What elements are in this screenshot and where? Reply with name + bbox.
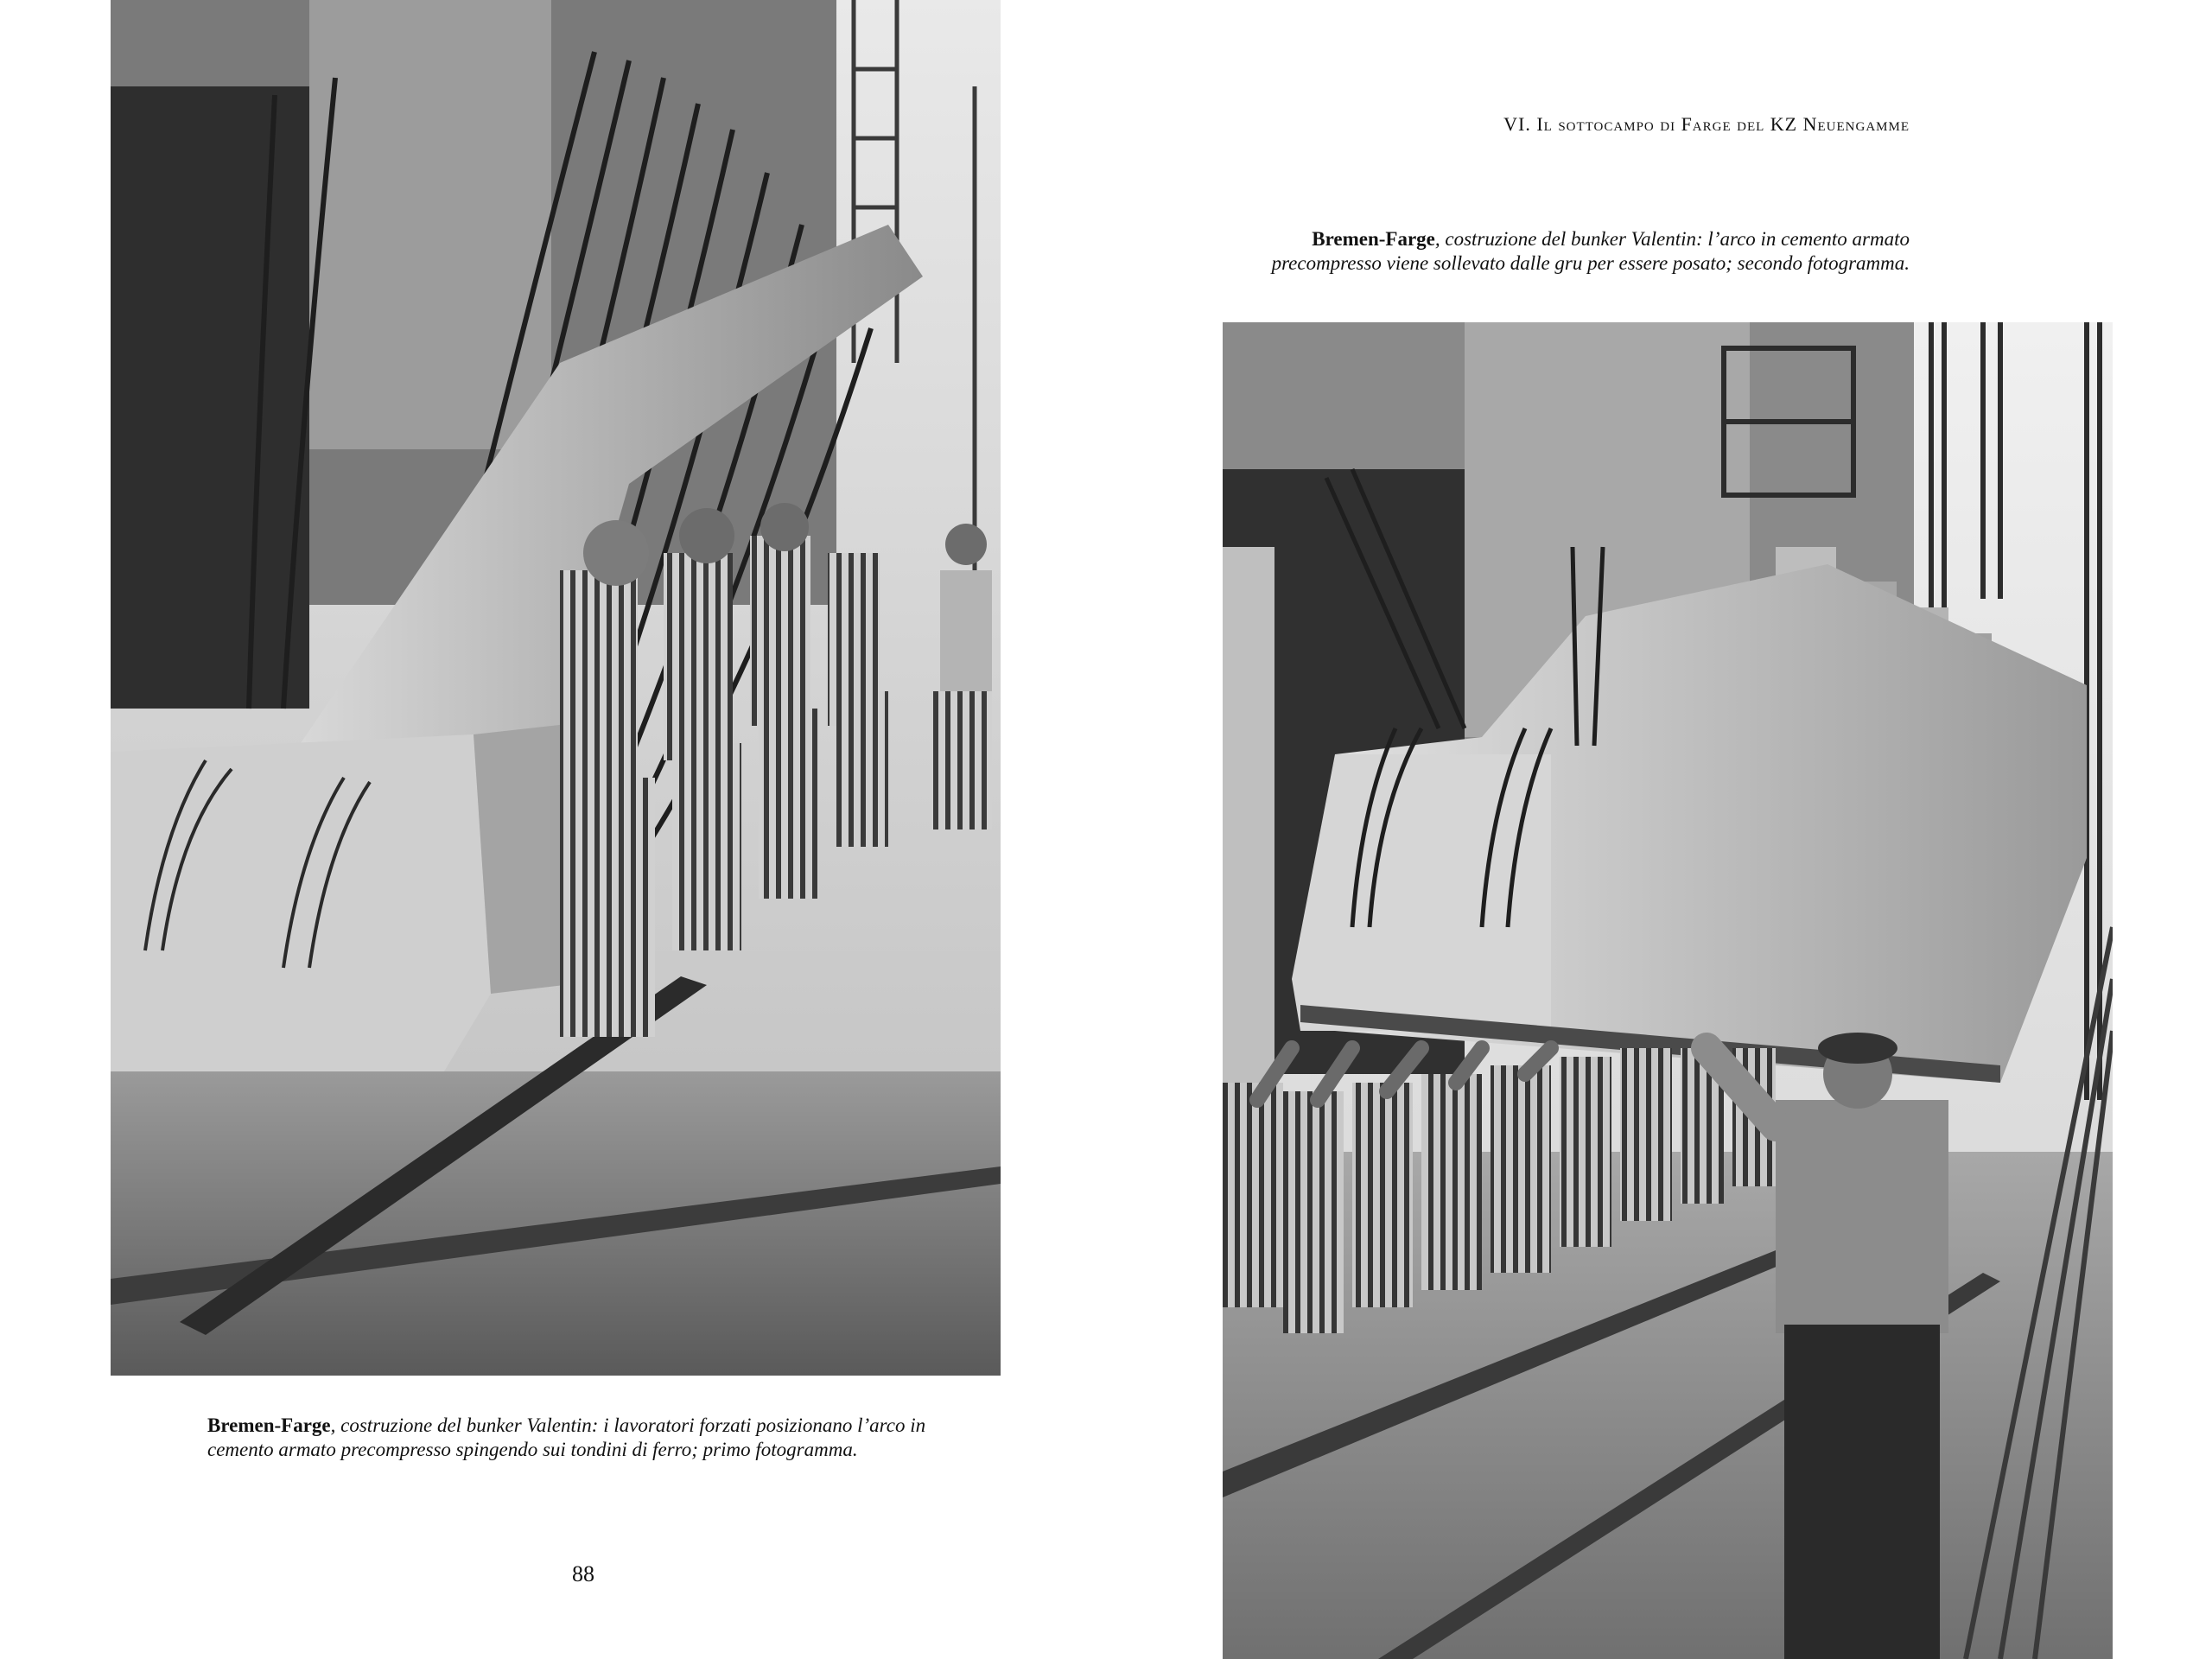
photograph-icon [1223,322,2113,1659]
caption-left [207,1414,985,1462]
caption-left-text: , costruzione del bunker Valentin: i lavoratori forzati posizionano l’arco in cemento armato precompresso spingendo sui tondini di ferro; primo fotogramma. [207,1414,926,1460]
caption-right [1210,227,1910,276]
photograph-icon [111,0,1001,1376]
caption-right-text: , costruzione del bunker Valentin: l’arco in cemento armato precompresso viene sollevato dalle gru per essere posato; secondo fotogramma. [1271,228,1910,274]
caption-right-lead: Bremen-Farge [1312,228,1435,250]
caption-left-lead: Bremen-Farge [207,1414,331,1436]
running-head: VI. Il sottocampo di Farge del KZ Neuengamme [1503,113,1910,135]
photo-workers-pushing-arch [111,0,1001,1376]
page-number: 88 [572,1561,594,1586]
photo-arch-lifted-by-cranes [1223,322,2113,1659]
